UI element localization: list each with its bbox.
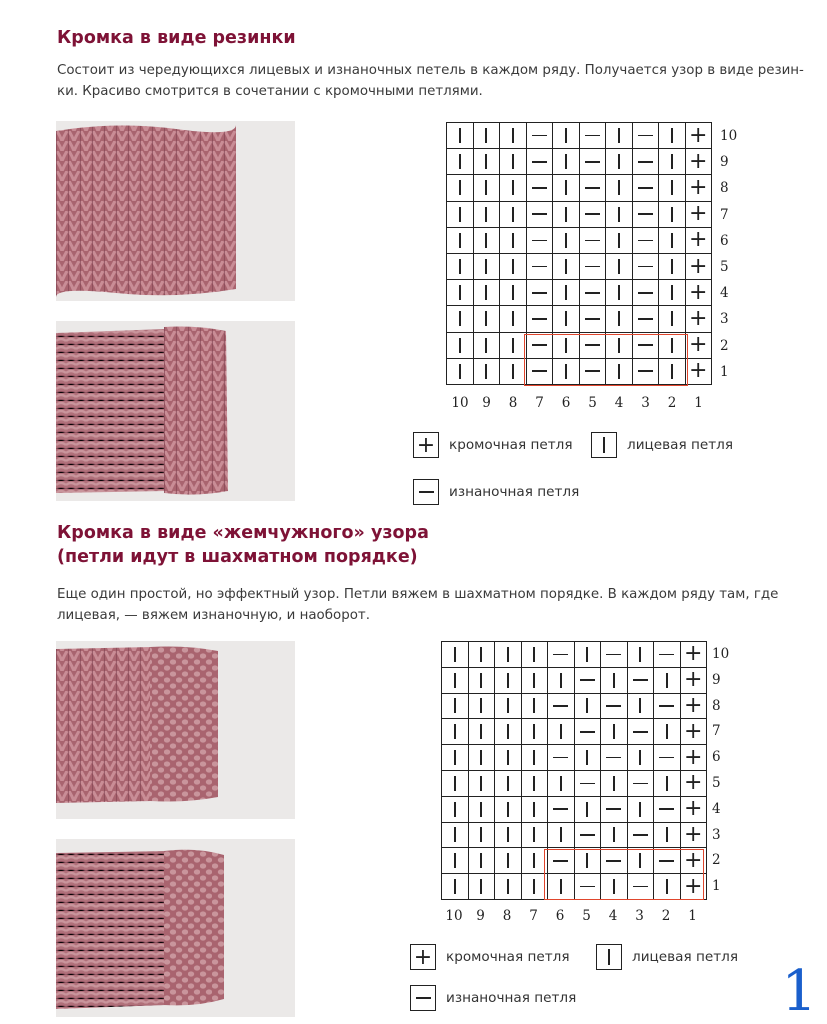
purl-stitch-cell [548, 693, 575, 719]
knit-stitch-cell [473, 332, 500, 358]
column-number: 3 [641, 395, 650, 411]
section2-title-line2: (петли идут в шахматном порядке) [57, 547, 418, 567]
purl-stitch-cell [601, 693, 628, 719]
knit-stitch-icon [591, 432, 617, 458]
purl-stitch-cell [632, 227, 659, 253]
row-number: 4 [720, 285, 729, 302]
knit-stitch-cell [553, 280, 580, 306]
purl-stitch-cell [574, 719, 601, 745]
section2-repeat-outline [544, 849, 704, 900]
purl-stitch-cell [579, 149, 606, 175]
chart-row [442, 693, 707, 719]
purl-stitch-cell [574, 667, 601, 693]
column-number: 4 [614, 395, 624, 411]
knit-stitch-cell [500, 358, 527, 384]
knit-stitch-cell [500, 201, 527, 227]
knit-stitch-cell [606, 201, 633, 227]
knit-stitch-cell [442, 667, 469, 693]
knit-stitch-cell [447, 123, 474, 149]
section1-description [57, 60, 817, 102]
knit-stitch-cell [447, 332, 474, 358]
row-number: 7 [712, 723, 721, 740]
chart-row [447, 175, 712, 201]
knit-stitch-cell [627, 796, 654, 822]
knit-stitch-cell [574, 693, 601, 719]
purl-stitch-cell [579, 306, 606, 332]
knit-stitch-cell [659, 227, 686, 253]
knit-stitch-cell [606, 306, 633, 332]
knit-stitch-cell [654, 770, 681, 796]
knit-stitch-cell [468, 796, 495, 822]
knit-stitch-cell [500, 149, 527, 175]
knit-stitch-cell [627, 642, 654, 668]
chart-row [442, 719, 707, 745]
knit-stitch-cell [654, 667, 681, 693]
purl-stitch-cell [654, 796, 681, 822]
knit-stitch-cell [473, 123, 500, 149]
knit-stitch-cell [548, 719, 575, 745]
legend-purl-label: изнаночная петля [449, 484, 580, 500]
purl-stitch-cell [526, 227, 553, 253]
edge-stitch-cell [680, 822, 707, 848]
row-number: 6 [720, 232, 729, 249]
knit-stitch-cell [447, 306, 474, 332]
purl-stitch-cell [601, 796, 628, 822]
chart-row [442, 796, 707, 822]
knit-stitch-cell [553, 175, 580, 201]
knit-stitch-cell [495, 693, 522, 719]
knit-stitch-cell [442, 822, 469, 848]
knit-stitch-cell [473, 358, 500, 384]
legend2-purl [410, 985, 576, 1011]
knit-stitch-cell [468, 719, 495, 745]
knit-stitch-cell [606, 175, 633, 201]
knit-stitch-cell [548, 822, 575, 848]
edge-stitch-cell [680, 667, 707, 693]
knit-stitch-cell [468, 770, 495, 796]
knit-stitch-cell [659, 253, 686, 279]
purl-stitch-cell [632, 306, 659, 332]
legend-edge [413, 432, 573, 458]
chart-row [447, 149, 712, 175]
knit-stitch-cell [495, 848, 522, 874]
row-number: 1 [712, 878, 721, 895]
legend2-edge-label: кромочная петля [446, 949, 570, 965]
legend2-knit-label: лицевая петля [632, 949, 739, 965]
chart-row [447, 201, 712, 227]
knit-stitch-cell [495, 719, 522, 745]
knit-stitch-cell [447, 227, 474, 253]
knit-stitch-cell [659, 149, 686, 175]
knit-stitch-cell [442, 719, 469, 745]
purl-stitch-cell [632, 280, 659, 306]
purl-stitch-cell [548, 745, 575, 771]
edge-stitch-cell [685, 175, 712, 201]
knit-stitch-cell [500, 332, 527, 358]
knit-stitch-cell [442, 642, 469, 668]
knit-stitch-cell [447, 175, 474, 201]
knit-stitch-cell [606, 280, 633, 306]
knit-stitch-cell [500, 280, 527, 306]
knit-stitch-cell [442, 796, 469, 822]
chart-row [447, 280, 712, 306]
knit-stitch-cell [500, 227, 527, 253]
knit-stitch-cell [473, 306, 500, 332]
knit-stitch-cell [548, 770, 575, 796]
knit-stitch-cell [574, 642, 601, 668]
legend2-purl-label: изнаночная петля [446, 990, 577, 1006]
knit-stitch-cell [574, 796, 601, 822]
knit-stitch-cell [495, 642, 522, 668]
column-number: 5 [582, 908, 591, 924]
column-number: 2 [667, 395, 677, 411]
knit-stitch-cell [473, 175, 500, 201]
column-number: 7 [535, 395, 544, 411]
knit-stitch-cell [601, 770, 628, 796]
knit-stitch-cell [659, 175, 686, 201]
row-number: 2 [720, 337, 729, 354]
knit-stitch-cell [473, 227, 500, 253]
purl-stitch-cell [579, 123, 606, 149]
column-number: 7 [529, 908, 538, 924]
purl-stitch-cell [632, 175, 659, 201]
seed-edge-swatch-photo-1 [56, 641, 295, 819]
knit-stitch-cell [500, 306, 527, 332]
column-number: 1 [694, 395, 703, 411]
knit-stitch-cell [442, 770, 469, 796]
knit-stitch-cell [553, 253, 580, 279]
chart-row [442, 667, 707, 693]
purl-stitch-cell [548, 642, 575, 668]
edge-stitch-cell [685, 201, 712, 227]
knit-stitch-cell [468, 745, 495, 771]
knit-stitch-cell [606, 227, 633, 253]
knit-stitch-cell [495, 822, 522, 848]
knit-stitch-cell [468, 642, 495, 668]
chart-row [447, 306, 712, 332]
knit-stitch-cell [553, 201, 580, 227]
row-number: 3 [712, 826, 721, 843]
purl-stitch-cell [627, 822, 654, 848]
edge-stitch-cell [685, 227, 712, 253]
knit-stitch-cell [659, 201, 686, 227]
legend-knit-label: лицевая петля [627, 437, 734, 453]
edge-stitch-cell [680, 693, 707, 719]
chart-row [442, 642, 707, 668]
section1-title: Кромка в виде резинки [57, 28, 296, 48]
edge-stitch-cell [680, 745, 707, 771]
legend-knit [591, 432, 733, 458]
knit-stitch-cell [473, 149, 500, 175]
row-number: 9 [712, 671, 721, 688]
knit-stitch-cell [447, 201, 474, 227]
rib-edge-swatch-photo-2 [56, 321, 295, 501]
column-number: 6 [555, 908, 565, 924]
row-number: 7 [720, 206, 729, 223]
knit-stitch-cell [495, 667, 522, 693]
chart-row [442, 770, 707, 796]
column-number: 3 [635, 908, 644, 924]
knit-stitch-cell [495, 770, 522, 796]
legend-edge-label: кромочная петля [449, 437, 573, 453]
knit-stitch-cell [521, 796, 548, 822]
knit-stitch-cell [500, 253, 527, 279]
section1-description-line2: ки. Красиво смотрится в сочетании с кромочными петлями. [57, 84, 483, 99]
section1-repeat-outline [524, 334, 688, 386]
knit-stitch-cell [468, 874, 495, 900]
purl-stitch-cell [574, 770, 601, 796]
purl-stitch-cell [632, 149, 659, 175]
row-number: 5 [712, 775, 721, 791]
knit-stitch-cell [473, 253, 500, 279]
purl-stitch-cell [654, 745, 681, 771]
knit-stitch-cell [500, 123, 527, 149]
knit-stitch-cell [468, 667, 495, 693]
knit-stitch-cell [521, 693, 548, 719]
knit-stitch-cell [442, 848, 469, 874]
column-number: 10 [445, 908, 463, 924]
purl-stitch-cell [627, 770, 654, 796]
knit-stitch-cell [521, 822, 548, 848]
column-number: 2 [661, 908, 671, 924]
chart-row [447, 253, 712, 279]
edge-stitch-cell [685, 306, 712, 332]
edge-stitch-cell [680, 796, 707, 822]
legend2-knit [596, 944, 738, 970]
purl-stitch-cell [579, 227, 606, 253]
column-number: 1 [688, 908, 697, 924]
knit-stitch-cell [495, 796, 522, 822]
purl-stitch-cell [526, 306, 553, 332]
edge-stitch-icon [410, 944, 436, 970]
edge-stitch-cell [685, 358, 712, 384]
purl-stitch-cell [526, 201, 553, 227]
knit-stitch-cell [495, 874, 522, 900]
knit-stitch-cell [659, 123, 686, 149]
row-number: 3 [720, 311, 729, 328]
knit-stitch-cell [553, 149, 580, 175]
row-number: 1 [720, 363, 729, 380]
purl-stitch-cell [654, 642, 681, 668]
purl-stitch-cell [601, 642, 628, 668]
row-number: 6 [712, 749, 721, 766]
knit-stitch-cell [659, 306, 686, 332]
chart-row [447, 123, 712, 149]
purl-stitch-cell [632, 201, 659, 227]
edge-stitch-icon [413, 432, 439, 458]
purl-stitch-cell [526, 280, 553, 306]
edge-stitch-cell [685, 332, 712, 358]
knit-stitch-cell [654, 719, 681, 745]
edge-stitch-cell [685, 253, 712, 279]
edge-stitch-cell [685, 123, 712, 149]
knit-stitch-cell [601, 822, 628, 848]
chart-row [442, 745, 707, 771]
chart-row [442, 822, 707, 848]
row-number: 10 [720, 128, 738, 144]
knit-stitch-cell [447, 149, 474, 175]
column-number: 9 [482, 395, 491, 411]
knit-stitch-cell [601, 719, 628, 745]
purl-stitch-cell [548, 796, 575, 822]
row-number: 2 [712, 852, 721, 869]
chart-row [447, 227, 712, 253]
column-number: 5 [588, 395, 597, 411]
knit-stitch-cell [521, 719, 548, 745]
knit-stitch-cell [500, 175, 527, 201]
section2-description [57, 584, 817, 626]
knit-stitch-cell [495, 745, 522, 771]
purl-stitch-cell [526, 175, 553, 201]
row-number: 8 [712, 697, 721, 714]
purl-stitch-cell [579, 280, 606, 306]
purl-stitch-cell [627, 719, 654, 745]
knit-stitch-cell [627, 693, 654, 719]
purl-stitch-cell [526, 149, 553, 175]
knit-stitch-cell [574, 745, 601, 771]
edge-stitch-cell [680, 770, 707, 796]
knit-stitch-cell [606, 253, 633, 279]
edge-stitch-cell [685, 149, 712, 175]
knit-stitch-cell [553, 123, 580, 149]
purl-stitch-cell [526, 123, 553, 149]
purl-stitch-cell [632, 123, 659, 149]
edge-stitch-cell [685, 280, 712, 306]
purl-stitch-cell [601, 745, 628, 771]
column-number: 8 [502, 908, 512, 924]
edge-stitch-cell [680, 719, 707, 745]
purl-stitch-cell [627, 667, 654, 693]
purl-stitch-icon [413, 479, 439, 505]
knit-stitch-cell [606, 149, 633, 175]
knit-stitch-cell [627, 745, 654, 771]
knit-stitch-cell [521, 745, 548, 771]
purl-stitch-cell [579, 201, 606, 227]
purl-stitch-cell [574, 822, 601, 848]
legend-purl [413, 479, 579, 505]
knit-stitch-cell [606, 123, 633, 149]
knit-stitch-cell [473, 280, 500, 306]
column-number: 4 [608, 908, 618, 924]
knit-stitch-cell [654, 822, 681, 848]
knit-stitch-cell [473, 201, 500, 227]
section2-description-line2: лицевая, — вяжем изнаночную, и наоборот. [57, 608, 370, 623]
purl-stitch-cell [579, 253, 606, 279]
knit-stitch-cell [548, 667, 575, 693]
page-number: 1 [781, 959, 817, 1024]
row-number: 8 [720, 180, 729, 197]
purl-stitch-cell [632, 253, 659, 279]
purl-stitch-cell [579, 175, 606, 201]
row-number: 4 [712, 800, 721, 817]
knit-stitch-cell [442, 745, 469, 771]
knit-stitch-cell [447, 358, 474, 384]
knit-stitch-cell [447, 280, 474, 306]
knit-stitch-cell [468, 848, 495, 874]
column-number: 10 [451, 395, 469, 411]
knit-stitch-cell [442, 874, 469, 900]
column-number: 9 [476, 908, 485, 924]
knit-stitch-cell [553, 306, 580, 332]
knit-stitch-cell [521, 770, 548, 796]
rib-edge-swatch-photo-1 [56, 121, 295, 301]
knit-stitch-cell [468, 822, 495, 848]
section1-description-line1: Состоит из чередующихся лицевых и изнаночных петель в каждом ряду. Получается узор в виде резин- [57, 63, 804, 78]
knit-stitch-icon [596, 944, 622, 970]
purl-stitch-cell [654, 693, 681, 719]
purl-stitch-cell [526, 253, 553, 279]
row-number: 5 [720, 259, 729, 275]
section2-title [57, 521, 429, 569]
column-number: 8 [508, 395, 518, 411]
purl-stitch-icon [410, 985, 436, 1011]
knit-stitch-cell [553, 227, 580, 253]
row-number: 9 [720, 154, 729, 171]
row-number: 10 [712, 646, 730, 662]
knit-stitch-cell [468, 693, 495, 719]
section2-description-line1: Еще один простой, но эффектный узор. Петли вяжем в шахматном порядке. В каждом ряду там, где [57, 587, 779, 602]
legend2-edge [410, 944, 570, 970]
section2-title-line1: Кромка в виде «жемчужного» узора [57, 523, 429, 543]
knit-stitch-cell [447, 253, 474, 279]
knit-stitch-cell [521, 642, 548, 668]
knit-stitch-cell [601, 667, 628, 693]
knit-stitch-cell [659, 280, 686, 306]
knit-stitch-cell [521, 667, 548, 693]
edge-stitch-cell [680, 642, 707, 668]
seed-edge-swatch-photo-2 [56, 839, 295, 1017]
column-number: 6 [561, 395, 571, 411]
knit-stitch-cell [442, 693, 469, 719]
